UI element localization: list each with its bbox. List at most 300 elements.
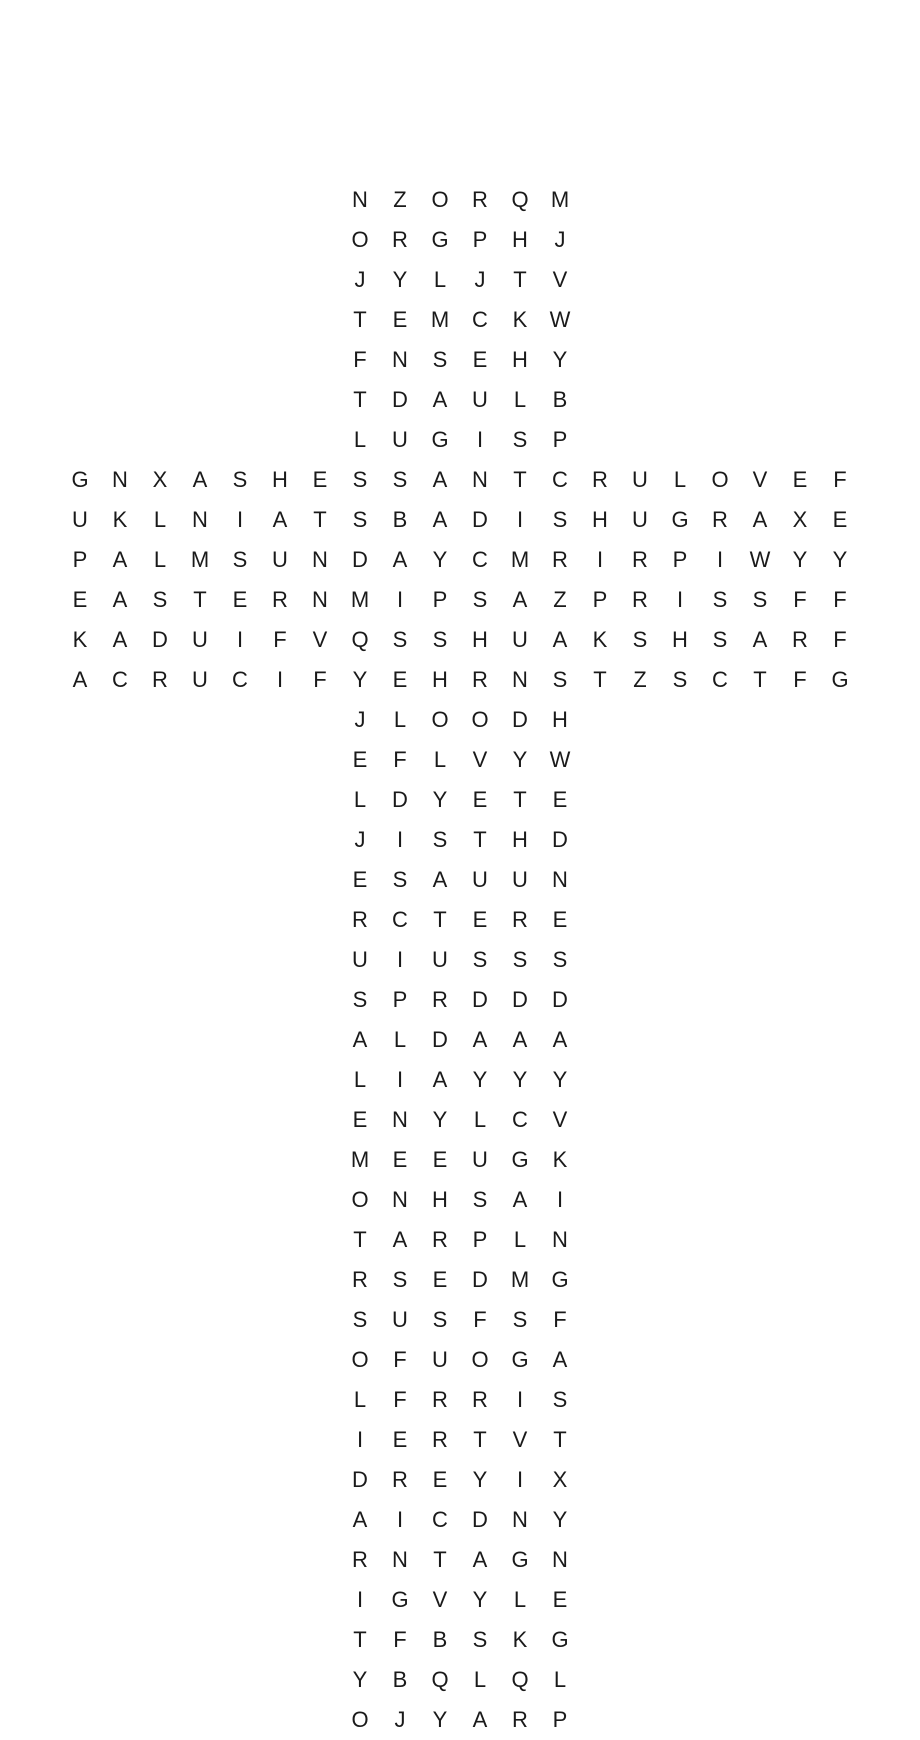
letter-cell[interactable]: L — [153, 507, 167, 532]
letter-cell[interactable]: R — [432, 1227, 448, 1252]
letter-cell[interactable]: M — [350, 1147, 370, 1172]
letter-cell[interactable]: A — [512, 1187, 528, 1212]
letter-cell[interactable]: X — [792, 507, 808, 532]
letter-cell[interactable]: O — [471, 1347, 489, 1372]
letter-cell[interactable]: N — [112, 467, 128, 492]
letter-cell[interactable]: C — [512, 1107, 528, 1132]
letter-cell[interactable]: F — [353, 347, 367, 372]
letter-cell[interactable]: F — [833, 587, 847, 612]
letter-cell[interactable]: E — [232, 587, 248, 612]
letter-cell[interactable]: J — [354, 827, 366, 852]
letter-cell[interactable]: E — [352, 747, 368, 772]
letter-cell[interactable]: G — [551, 1627, 569, 1652]
letter-cell[interactable]: P — [552, 427, 568, 452]
letter-cell[interactable]: A — [552, 627, 568, 652]
letter-cell[interactable]: T — [553, 1427, 567, 1452]
letter-cell[interactable]: S — [152, 587, 168, 612]
letter-cell[interactable]: L — [473, 1667, 487, 1692]
letter-cell[interactable]: E — [472, 787, 488, 812]
letter-cell[interactable]: A — [112, 547, 128, 572]
letter-cell[interactable]: A — [752, 627, 768, 652]
letter-cell[interactable]: A — [392, 1227, 408, 1252]
letter-cell[interactable]: Y — [352, 667, 368, 692]
letter-cell[interactable]: T — [353, 1627, 367, 1652]
letter-cell[interactable]: N — [392, 347, 408, 372]
letter-cell[interactable]: T — [753, 667, 767, 692]
letter-cell[interactable]: Y — [432, 1107, 448, 1132]
letter-cell[interactable]: L — [513, 1587, 527, 1612]
letter-cell[interactable]: S — [472, 587, 488, 612]
letter-cell[interactable]: U — [512, 627, 528, 652]
letter-cell[interactable]: L — [353, 1067, 367, 1092]
letter-cell[interactable]: S — [352, 987, 368, 1012]
letter-cell[interactable]: F — [833, 627, 847, 652]
letter-cell[interactable]: L — [513, 387, 527, 412]
letter-cell[interactable]: C — [112, 667, 128, 692]
letter-cell[interactable]: R — [352, 1267, 368, 1292]
letter-cell[interactable]: I — [516, 1467, 524, 1492]
letter-cell[interactable]: A — [552, 1347, 568, 1372]
letter-cell[interactable]: E — [552, 907, 568, 932]
letter-cell[interactable]: L — [353, 787, 367, 812]
letter-cell[interactable]: C — [432, 1507, 448, 1532]
letter-cell[interactable]: A — [272, 507, 288, 532]
letter-cell[interactable]: L — [433, 267, 447, 292]
letter-cell[interactable]: V — [552, 1107, 568, 1132]
letter-cell[interactable]: D — [392, 387, 408, 412]
letter-cell[interactable]: M — [510, 1267, 530, 1292]
letter-cell[interactable]: A — [112, 587, 128, 612]
letter-cell[interactable]: R — [272, 587, 288, 612]
letter-cell[interactable]: Y — [512, 747, 528, 772]
letter-cell[interactable]: F — [473, 1307, 487, 1332]
letter-cell[interactable]: O — [471, 707, 489, 732]
letter-cell[interactable]: N — [312, 547, 328, 572]
letter-cell[interactable]: F — [553, 1307, 567, 1332]
letter-cell[interactable]: O — [431, 707, 449, 732]
letter-cell[interactable]: Q — [351, 627, 369, 652]
letter-cell[interactable]: G — [831, 667, 849, 692]
letter-cell[interactable]: M — [190, 547, 210, 572]
letter-cell[interactable]: E — [392, 667, 408, 692]
letter-cell[interactable]: S — [752, 587, 768, 612]
letter-cell[interactable]: A — [432, 1067, 448, 1092]
letter-cell[interactable]: R — [432, 1387, 448, 1412]
letter-cell[interactable]: S — [712, 587, 728, 612]
letter-cell[interactable]: O — [351, 1187, 369, 1212]
letter-cell[interactable]: R — [552, 547, 568, 572]
letter-cell[interactable]: S — [472, 1187, 488, 1212]
letter-cell[interactable]: H — [432, 667, 448, 692]
letter-cell[interactable]: Y — [472, 1587, 488, 1612]
letter-cell[interactable]: Y — [512, 1067, 528, 1092]
letter-cell[interactable]: D — [512, 707, 528, 732]
letter-cell[interactable]: N — [352, 187, 368, 212]
letter-cell[interactable]: A — [512, 1027, 528, 1052]
letter-cell[interactable]: Z — [553, 587, 567, 612]
letter-cell[interactable]: T — [513, 467, 527, 492]
letter-cell[interactable]: A — [432, 467, 448, 492]
letter-cell[interactable]: Q — [511, 1667, 529, 1692]
letter-cell[interactable]: U — [632, 507, 648, 532]
letter-cell[interactable]: T — [313, 507, 327, 532]
letter-cell[interactable]: E — [432, 1147, 448, 1172]
letter-cell[interactable]: E — [552, 787, 568, 812]
letter-cell[interactable]: I — [356, 1427, 364, 1452]
letter-cell[interactable]: I — [716, 547, 724, 572]
letter-cell[interactable]: D — [552, 987, 568, 1012]
letter-cell[interactable]: A — [112, 627, 128, 652]
letter-cell[interactable]: T — [433, 907, 447, 932]
letter-cell[interactable]: P — [472, 227, 488, 252]
letter-cell[interactable]: K — [512, 1627, 528, 1652]
letter-cell[interactable]: H — [552, 707, 568, 732]
letter-cell[interactable]: L — [473, 1107, 487, 1132]
letter-cell[interactable]: S — [232, 547, 248, 572]
letter-cell[interactable]: R — [352, 1547, 368, 1572]
letter-cell[interactable]: T — [353, 387, 367, 412]
letter-cell[interactable]: T — [433, 1547, 447, 1572]
letter-cell[interactable]: Y — [552, 1507, 568, 1532]
letter-cell[interactable]: S — [392, 1267, 408, 1292]
letter-cell[interactable]: F — [833, 467, 847, 492]
letter-cell[interactable]: I — [396, 947, 404, 972]
letter-cell[interactable]: D — [352, 1467, 368, 1492]
letter-cell[interactable]: L — [513, 1227, 527, 1252]
letter-cell[interactable]: Z — [633, 667, 647, 692]
letter-cell[interactable]: O — [351, 1347, 369, 1372]
letter-cell[interactable]: V — [312, 627, 328, 652]
letter-cell[interactable]: G — [431, 427, 449, 452]
letter-cell[interactable]: H — [672, 627, 688, 652]
letter-cell[interactable]: O — [711, 467, 729, 492]
letter-cell[interactable]: C — [472, 547, 488, 572]
letter-cell[interactable]: R — [592, 467, 608, 492]
letter-cell[interactable]: V — [512, 1427, 528, 1452]
letter-cell[interactable]: H — [592, 507, 608, 532]
letter-cell[interactable]: R — [512, 1707, 528, 1732]
letter-cell[interactable]: E — [72, 587, 88, 612]
letter-cell[interactable]: T — [353, 307, 367, 332]
letter-cell[interactable]: F — [793, 667, 807, 692]
letter-cell[interactable]: G — [511, 1147, 529, 1172]
letter-cell[interactable]: L — [353, 427, 367, 452]
letter-cell[interactable]: J — [554, 227, 566, 252]
letter-cell[interactable]: D — [432, 1027, 448, 1052]
letter-cell[interactable]: N — [552, 1227, 568, 1252]
letter-cell[interactable]: K — [592, 627, 608, 652]
letter-cell[interactable]: A — [472, 1547, 488, 1572]
letter-cell[interactable]: S — [472, 947, 488, 972]
letter-cell[interactable]: D — [472, 1507, 488, 1532]
letter-cell[interactable]: Y — [352, 1667, 368, 1692]
letter-cell[interactable]: C — [552, 467, 568, 492]
letter-cell[interactable]: G — [671, 507, 689, 532]
letter-cell[interactable]: P — [472, 1227, 488, 1252]
letter-cell[interactable]: D — [552, 827, 568, 852]
letter-cell[interactable]: T — [473, 827, 487, 852]
letter-cell[interactable]: N — [472, 467, 488, 492]
letter-cell[interactable]: J — [474, 267, 486, 292]
letter-cell[interactable]: H — [472, 627, 488, 652]
letter-cell[interactable]: I — [596, 547, 604, 572]
letter-cell[interactable]: O — [351, 227, 369, 252]
letter-cell[interactable]: E — [472, 347, 488, 372]
letter-cell[interactable]: H — [512, 347, 528, 372]
letter-cell[interactable]: L — [393, 1027, 407, 1052]
letter-cell[interactable]: N — [552, 1547, 568, 1572]
letter-cell[interactable]: C — [232, 667, 248, 692]
letter-cell[interactable]: X — [152, 467, 168, 492]
letter-cell[interactable]: V — [752, 467, 768, 492]
letter-cell[interactable]: S — [432, 347, 448, 372]
letter-cell[interactable]: R — [632, 547, 648, 572]
letter-cell[interactable]: U — [432, 1347, 448, 1372]
letter-cell[interactable]: U — [72, 507, 88, 532]
letter-cell[interactable]: A — [752, 507, 768, 532]
letter-cell[interactable]: F — [313, 667, 327, 692]
letter-cell[interactable]: I — [516, 1387, 524, 1412]
letter-cell[interactable]: U — [472, 387, 488, 412]
letter-cell[interactable]: R — [792, 627, 808, 652]
letter-cell[interactable]: C — [712, 667, 728, 692]
letter-cell[interactable]: E — [312, 467, 328, 492]
letter-cell[interactable]: U — [472, 1147, 488, 1172]
letter-cell[interactable]: U — [352, 947, 368, 972]
letter-cell[interactable]: A — [352, 1507, 368, 1532]
letter-cell[interactable]: Q — [511, 187, 529, 212]
letter-cell[interactable]: G — [391, 1587, 409, 1612]
letter-cell[interactable]: T — [513, 787, 527, 812]
letter-cell[interactable]: R — [152, 667, 168, 692]
letter-cell[interactable]: D — [392, 787, 408, 812]
letter-cell[interactable]: I — [396, 587, 404, 612]
letter-cell[interactable]: E — [832, 507, 848, 532]
letter-cell[interactable]: E — [432, 1467, 448, 1492]
letter-cell[interactable]: U — [392, 427, 408, 452]
letter-cell[interactable]: A — [512, 587, 528, 612]
letter-cell[interactable]: Y — [432, 787, 448, 812]
letter-cell[interactable]: F — [273, 627, 287, 652]
letter-cell[interactable]: B — [432, 1627, 448, 1652]
letter-cell[interactable]: M — [350, 587, 370, 612]
letter-cell[interactable]: S — [552, 507, 568, 532]
letter-cell[interactable]: D — [512, 987, 528, 1012]
letter-cell[interactable]: T — [193, 587, 207, 612]
letter-cell[interactable]: X — [552, 1467, 568, 1492]
letter-cell[interactable]: E — [792, 467, 808, 492]
letter-cell[interactable]: L — [353, 1387, 367, 1412]
letter-cell[interactable]: A — [72, 667, 88, 692]
letter-cell[interactable]: I — [276, 667, 284, 692]
letter-cell[interactable]: M — [430, 307, 450, 332]
letter-cell[interactable]: E — [352, 1107, 368, 1132]
letter-cell[interactable]: S — [352, 467, 368, 492]
letter-cell[interactable]: G — [71, 467, 89, 492]
letter-cell[interactable]: S — [432, 827, 448, 852]
letter-cell[interactable]: S — [432, 627, 448, 652]
letter-cell[interactable]: U — [272, 547, 288, 572]
letter-cell[interactable]: I — [236, 627, 244, 652]
letter-cell[interactable]: S — [552, 667, 568, 692]
letter-cell[interactable]: F — [393, 1627, 407, 1652]
letter-cell[interactable]: N — [552, 867, 568, 892]
letter-cell[interactable]: C — [392, 907, 408, 932]
letter-cell[interactable]: H — [512, 227, 528, 252]
letter-cell[interactable]: K — [112, 507, 128, 532]
letter-cell[interactable]: I — [356, 1587, 364, 1612]
letter-cell[interactable]: S — [512, 947, 528, 972]
letter-cell[interactable]: I — [236, 507, 244, 532]
letter-cell[interactable]: E — [472, 907, 488, 932]
letter-cell[interactable]: S — [432, 1307, 448, 1332]
letter-cell[interactable]: Y — [392, 267, 408, 292]
letter-cell[interactable]: P — [672, 547, 688, 572]
letter-cell[interactable]: J — [354, 707, 366, 732]
letter-cell[interactable]: Q — [431, 1667, 449, 1692]
letter-cell[interactable]: P — [552, 1707, 568, 1732]
letter-cell[interactable]: N — [192, 507, 208, 532]
letter-cell[interactable]: D — [472, 507, 488, 532]
letter-cell[interactable]: D — [352, 547, 368, 572]
letter-cell[interactable]: R — [512, 907, 528, 932]
letter-cell[interactable]: V — [552, 267, 568, 292]
letter-cell[interactable]: T — [353, 1227, 367, 1252]
letter-cell[interactable]: F — [793, 587, 807, 612]
letter-cell[interactable]: H — [272, 467, 288, 492]
letter-cell[interactable]: B — [392, 507, 408, 532]
letter-cell[interactable]: Y — [552, 1067, 568, 1092]
letter-cell[interactable]: S — [352, 507, 368, 532]
letter-cell[interactable]: S — [392, 867, 408, 892]
letter-cell[interactable]: S — [472, 1627, 488, 1652]
letter-cell[interactable]: A — [432, 387, 448, 412]
letter-cell[interactable]: K — [72, 627, 88, 652]
letter-cell[interactable]: Y — [432, 547, 448, 572]
letter-cell[interactable]: L — [553, 1667, 567, 1692]
letter-cell[interactable]: L — [393, 707, 407, 732]
letter-cell[interactable]: U — [432, 947, 448, 972]
letter-cell[interactable]: L — [433, 747, 447, 772]
letter-cell[interactable]: T — [593, 667, 607, 692]
letter-cell[interactable]: R — [392, 1467, 408, 1492]
letter-cell[interactable]: N — [312, 587, 328, 612]
letter-cell[interactable]: A — [552, 1027, 568, 1052]
letter-cell[interactable]: R — [432, 987, 448, 1012]
letter-cell[interactable]: M — [550, 187, 570, 212]
letter-cell[interactable]: W — [549, 747, 571, 772]
letter-cell[interactable]: J — [354, 267, 366, 292]
letter-cell[interactable]: S — [232, 467, 248, 492]
letter-cell[interactable]: C — [472, 307, 488, 332]
letter-cell[interactable]: W — [549, 307, 571, 332]
letter-cell[interactable]: Y — [552, 347, 568, 372]
letter-cell[interactable]: R — [432, 1427, 448, 1452]
letter-cell[interactable]: R — [712, 507, 728, 532]
letter-cell[interactable]: N — [392, 1187, 408, 1212]
letter-cell[interactable]: F — [393, 747, 407, 772]
letter-cell[interactable]: B — [552, 387, 568, 412]
letter-cell[interactable]: S — [632, 627, 648, 652]
letter-cell[interactable]: I — [396, 1067, 404, 1092]
letter-cell[interactable]: S — [712, 627, 728, 652]
letter-cell[interactable]: D — [472, 987, 488, 1012]
letter-cell[interactable]: I — [396, 1507, 404, 1532]
letter-cell[interactable]: A — [432, 507, 448, 532]
letter-cell[interactable]: S — [552, 947, 568, 972]
letter-cell[interactable]: L — [153, 547, 167, 572]
letter-cell[interactable]: G — [431, 227, 449, 252]
letter-cell[interactable]: H — [512, 827, 528, 852]
letter-cell[interactable]: I — [516, 507, 524, 532]
letter-cell[interactable]: E — [552, 1587, 568, 1612]
letter-cell[interactable]: L — [673, 467, 687, 492]
letter-cell[interactable]: K — [512, 307, 528, 332]
letter-cell[interactable]: F — [393, 1387, 407, 1412]
letter-cell[interactable]: U — [192, 667, 208, 692]
letter-cell[interactable]: G — [551, 1267, 569, 1292]
letter-cell[interactable]: O — [351, 1707, 369, 1732]
letter-cell[interactable]: U — [392, 1307, 408, 1332]
letter-cell[interactable]: E — [352, 867, 368, 892]
letter-cell[interactable]: U — [472, 867, 488, 892]
letter-cell[interactable]: V — [472, 747, 488, 772]
letter-cell[interactable]: A — [352, 1027, 368, 1052]
letter-cell[interactable]: T — [513, 267, 527, 292]
letter-cell[interactable]: U — [632, 467, 648, 492]
letter-cell[interactable]: Y — [832, 547, 848, 572]
letter-cell[interactable]: T — [473, 1427, 487, 1452]
letter-cell[interactable]: E — [392, 1147, 408, 1172]
letter-cell[interactable]: R — [352, 907, 368, 932]
letter-cell[interactable]: Z — [393, 187, 407, 212]
letter-cell[interactable]: I — [676, 587, 684, 612]
letter-cell[interactable]: B — [392, 1667, 408, 1692]
letter-cell[interactable]: E — [432, 1267, 448, 1292]
letter-cell[interactable]: Y — [432, 1707, 448, 1732]
letter-cell[interactable]: S — [552, 1387, 568, 1412]
letter-cell[interactable]: N — [392, 1107, 408, 1132]
letter-cell[interactable]: E — [392, 1427, 408, 1452]
letter-cell[interactable]: Y — [792, 547, 808, 572]
letter-cell[interactable]: A — [472, 1027, 488, 1052]
letter-cell[interactable]: U — [192, 627, 208, 652]
letter-cell[interactable]: S — [392, 627, 408, 652]
letter-cell[interactable]: D — [472, 1267, 488, 1292]
letter-cell[interactable]: V — [432, 1587, 448, 1612]
letter-cell[interactable]: I — [476, 427, 484, 452]
letter-cell[interactable]: P — [592, 587, 608, 612]
letter-cell[interactable]: H — [432, 1187, 448, 1212]
letter-cell[interactable]: R — [472, 1387, 488, 1412]
letter-cell[interactable]: R — [472, 667, 488, 692]
letter-cell[interactable]: O — [431, 187, 449, 212]
letter-cell[interactable]: A — [472, 1707, 488, 1732]
letter-cell[interactable]: K — [552, 1147, 568, 1172]
letter-cell[interactable]: S — [512, 427, 528, 452]
letter-cell[interactable]: R — [632, 587, 648, 612]
letter-cell[interactable]: I — [396, 827, 404, 852]
letter-cell[interactable]: S — [512, 1307, 528, 1332]
letter-cell[interactable]: Y — [472, 1067, 488, 1092]
letter-cell[interactable]: Y — [472, 1467, 488, 1492]
letter-cell[interactable]: D — [152, 627, 168, 652]
letter-cell[interactable]: J — [394, 1707, 406, 1732]
letter-cell[interactable]: A — [392, 547, 408, 572]
letter-cell[interactable]: P — [392, 987, 408, 1012]
letter-cell[interactable]: P — [432, 587, 448, 612]
letter-cell[interactable]: R — [392, 227, 408, 252]
